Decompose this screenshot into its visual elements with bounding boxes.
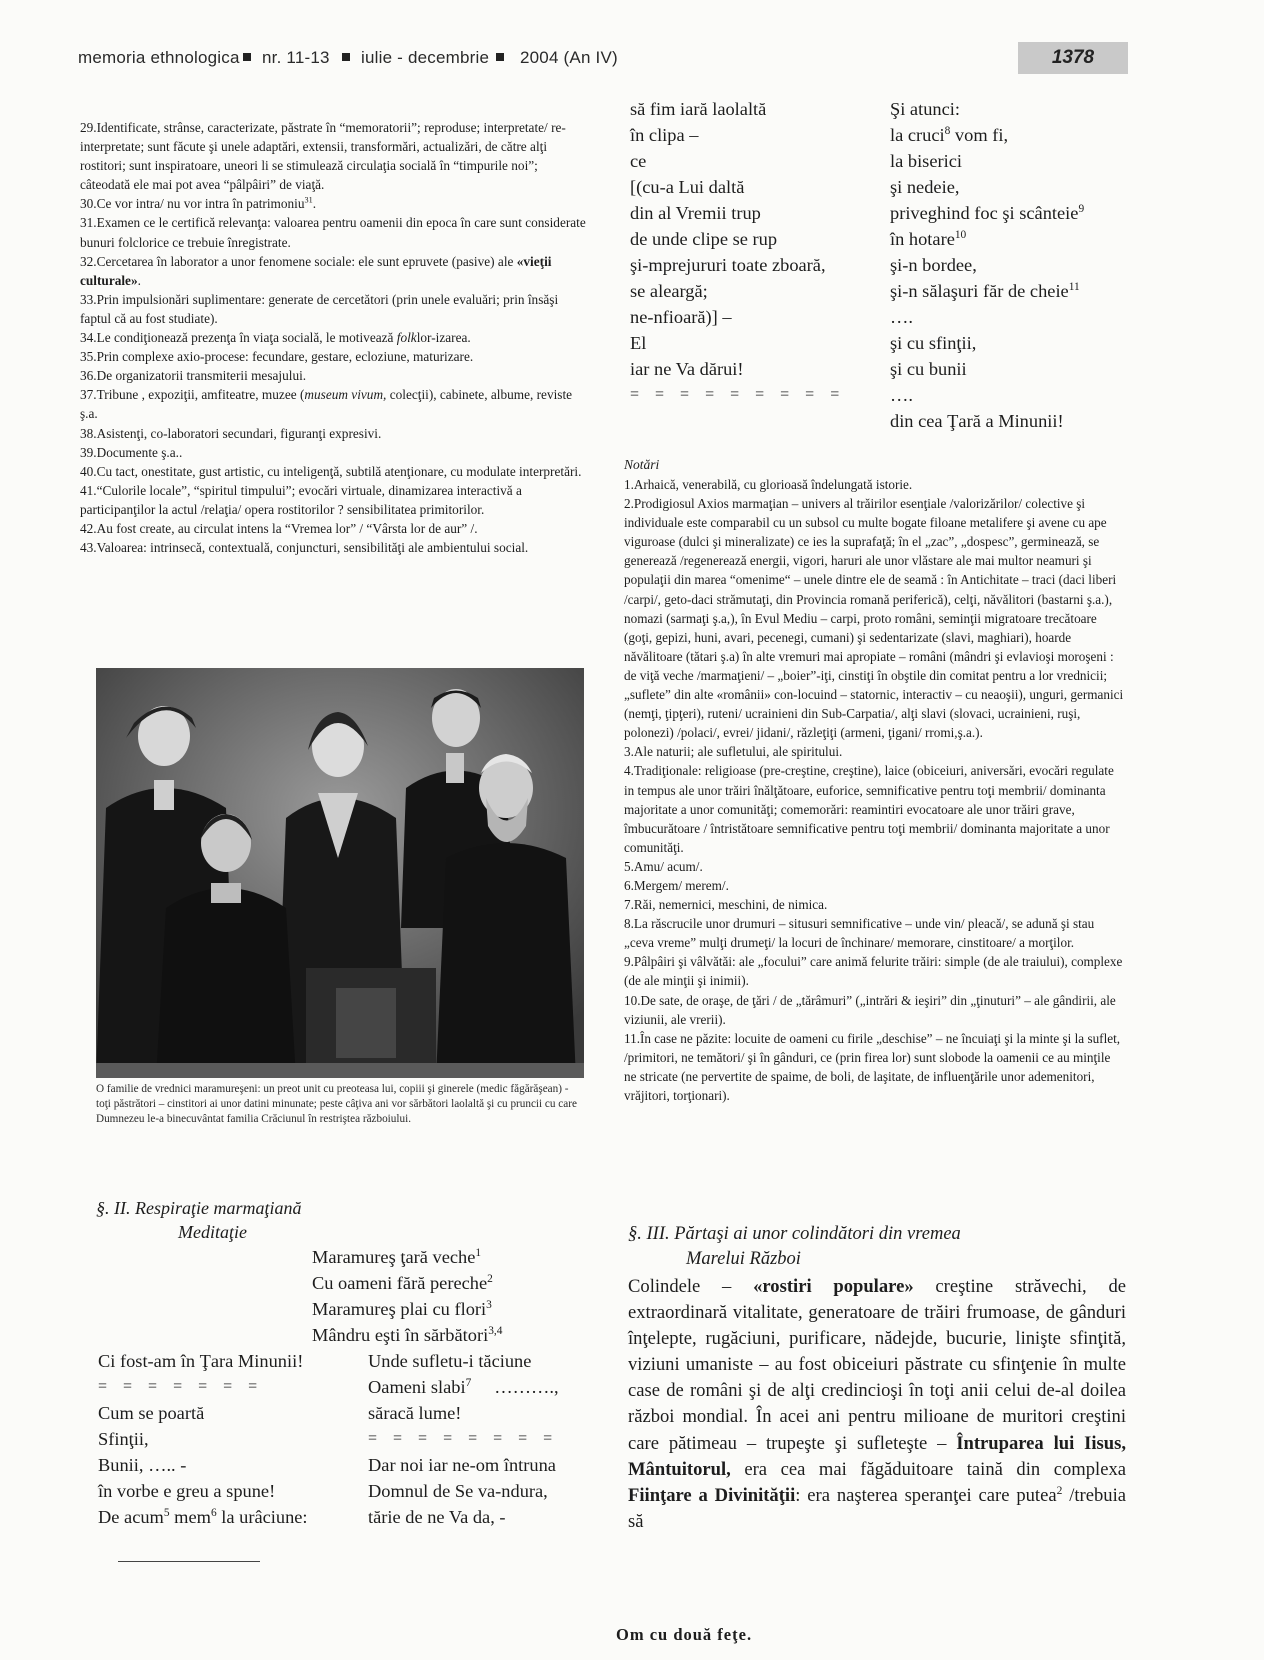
poem-line: tărie de ne Va da, - bbox=[368, 1507, 506, 1527]
poem-line: Mândru eşti în sărbători$^{3,4}$ bbox=[312, 1324, 503, 1345]
section-3-title: §. III. Părtaşi ai unor colindători din vremea bbox=[628, 1224, 961, 1244]
poem-line: în hotare$^{10}$ bbox=[890, 228, 967, 249]
note-40: 40.Cu tact, onestitate, gust artistic, cu inteligenţă, subtilă atenţionare, cu modulate interpretări. bbox=[80, 463, 582, 479]
poem-separator: = = = = = = = = bbox=[368, 1430, 559, 1447]
poem-line: Oameni slabi$^7$ ………., bbox=[368, 1376, 559, 1397]
poem-line: în clipa – bbox=[630, 125, 699, 145]
poem-line: să fim iară laolaltă bbox=[630, 99, 767, 119]
poem-line: la cruci$^8$ vom fi, bbox=[890, 124, 1009, 145]
note-37: 37.Tribune , expoziţii, amfiteatre, muzee (museum vivum, colecţii), cabinete, albume, reviste ş.a. bbox=[80, 387, 573, 422]
note-7: 7.Răi, nemernici, meschini, de nimica. bbox=[624, 897, 828, 913]
poem-line: şi-n bordee, bbox=[890, 255, 977, 275]
poem-line: la biserici bbox=[890, 151, 963, 171]
poem-column-1 bbox=[98, 1348, 308, 1530]
note-8: 8.La răscrucile unor drumuri – situsuri semnificative – unde vin/ pleacă/, se adună şi stau „ceva vreme” mulţi drumeţi/ la locuri de închinare/ memorare, cinstitoare/ a morţilor. bbox=[624, 916, 1095, 951]
issue-period: iulie - decembrie bbox=[361, 48, 490, 67]
poem-line: din cea Ţară a Minunii! bbox=[890, 411, 1064, 431]
poem-line: şi cu bunii bbox=[890, 359, 967, 379]
bullet-icon bbox=[488, 48, 512, 68]
poem-line: [(cu-a Lui daltă bbox=[630, 177, 745, 197]
poem-line: Ci fost-am în Ţara Minunii! bbox=[98, 1351, 304, 1371]
section-2-subtitle: Meditaţie bbox=[178, 1222, 247, 1242]
poem-line: Maramureş plai cu flori$^3$ bbox=[312, 1298, 492, 1319]
poem-line: se aleargă; bbox=[630, 281, 708, 301]
note-30: 30.Ce vor intra/ nu vor intra în patrimoniu$^{31}$. bbox=[80, 195, 317, 212]
family-photo-image bbox=[96, 668, 584, 1078]
poem-line: săracă lume! bbox=[368, 1403, 462, 1423]
poem-line: priveghind foc şi scânteie$^9$ bbox=[890, 202, 1085, 223]
note-1: 1.Arhaică, venerabilă, cu glorioasă îndelungată istorie. bbox=[624, 477, 913, 492]
note-9: 9.Pâlpâiri şi vâlvătăi: ale „focului” care animă felurite trăiri: simple (de ale traiului), complexe (de ale minţii şi inimii). bbox=[624, 954, 1123, 989]
poem-line: Unde sufletu-i tăciune bbox=[368, 1351, 532, 1371]
page-number: 1378 bbox=[1018, 42, 1128, 74]
poem-line: Cu oameni fără pereche$^2$ bbox=[312, 1272, 493, 1293]
poem-line: Domnul de Se va-ndura, bbox=[368, 1481, 548, 1501]
issue-year: 2004 (An IV) bbox=[520, 48, 618, 67]
poem-line: El bbox=[630, 333, 647, 353]
poem-line: ce bbox=[630, 151, 647, 171]
poem-line: Dar noi iar ne-om întruna bbox=[368, 1455, 556, 1475]
note-43: 43.Valoarea: intrinsecă, contextuală, conjuncturi, sensibilităţi ale ambientului social. bbox=[80, 540, 529, 556]
notes-left bbox=[80, 118, 590, 557]
poem-top-stanza bbox=[312, 1244, 502, 1348]
journal-title: memoria ethnologica bbox=[78, 48, 240, 67]
colinde-paragraph: Colindele – «rostiri populare» creştine străvechi, de extraordinară vitalitate, generatoare de trăiri frumoase, de gânduri înţelepte, rugăciuni, purificare, nădejde, bucurie, linişte sfinţită, viziuni umaniste – au fost obiceiuri păstrate cu sfinţenie în multe case de români şi de alţi credincioşi în toţi anii celui de-al doilea război mondial. În acei ani pentru milioane de muritori creştini care pătimeau – trupeşte şi sufleteşte – Întruparea lui Iisus, Mântuitorul, era cea mai făgăduitoare taină din complexa Fiinţare a Divinităţii: era naşterea speranţei care putea$^2$ /trebuia să bbox=[628, 1276, 1127, 1532]
poem-column-2 bbox=[368, 1348, 559, 1530]
bullet-icon bbox=[334, 48, 358, 68]
poem-line: Bunii, ….. - bbox=[98, 1455, 187, 1475]
note-10: 10.De sate, de oraşe, de ţări / de „tărâmuri” („intrări & ieşiri” din „ţinuturi” – ale gândirii, ale viziunii, ale vrerii). bbox=[624, 992, 1116, 1027]
poem-line: De acum$^5$ mem$^6$ la urâciune: bbox=[98, 1506, 308, 1527]
poem-line: de unde clipe se rup bbox=[630, 229, 778, 249]
note-34: 34.Le condiţionează prezenţa în viaţa socială, le motivează folklor-izarea. bbox=[80, 330, 471, 346]
note-38: 38.Asistenţi, co-laboratori secundari, figuranţi expresivi. bbox=[80, 425, 382, 441]
bottom-footnote: Om cu două feţe. bbox=[616, 1625, 753, 1644]
note-39: 39.Documente ş.a.. bbox=[80, 444, 183, 460]
note-32: 32.Cercetarea în laborator a unor fenomene sociale: ele sunt epruvete (pasive) ale «vieţii culturale». bbox=[80, 253, 552, 288]
note-11: 11.În case ne păzite: locuite de oameni cu firile „deschise” – ne încuiaţi şi la minte şi la suflet, /primitori, ne temători/ şi în gânduri, ce (prin firea lor) sunt slobode la oamenii ce au minţile ne stricate (ne pervertite de spaime, de boli, de laşitate, de influenţările unor ademenitori, vrăjitori, torţionari). bbox=[624, 1030, 1121, 1103]
note-31: 31.Examen ce le certifică relevanţa: valoarea pentru oamenii din epoca în care sunt considerate bunuri folclorice ce trebuie înregistrate. bbox=[80, 215, 586, 250]
poem-line: Cum se poartă bbox=[98, 1403, 205, 1423]
poem-line: Maramureş ţară veche$^1$ bbox=[312, 1246, 482, 1267]
poem-separator: = = = = = = = = = bbox=[630, 386, 846, 403]
poem-separator: = = = = = = = bbox=[98, 1378, 264, 1395]
notes-heading: Notări bbox=[624, 457, 660, 472]
note-3: 3.Ale naturii; ale sufletului, ale spiritului. bbox=[624, 744, 843, 760]
poem-column-4 bbox=[890, 96, 1084, 434]
poem-line: …. bbox=[890, 385, 913, 405]
poem-line: din al Vremii trup bbox=[630, 203, 761, 223]
poem-column-3 bbox=[630, 96, 845, 408]
poem-line: ne-nfioară)] – bbox=[630, 307, 732, 327]
note-42: 42.Au fost create, au circulat intens la “Vremea lor” / “Vârsta lor de aur” /. bbox=[80, 520, 478, 536]
note-41: 41.“Culorile locale”, “spiritul timpului”; evocări virtuale, dinamizarea interactivă a participanţilor la actul /relaţia/ opera rostitorilor ? sensibilitatea primitorilor. bbox=[80, 482, 522, 517]
poem-line: Sfinţii, bbox=[98, 1429, 149, 1449]
section-3-subtitle: Marelui Război bbox=[686, 1249, 801, 1269]
poem-line: …. bbox=[890, 307, 913, 327]
poem-line: Şi atunci: bbox=[890, 99, 960, 119]
poem-line: şi-n sălaşuri făr de cheie$^{11}$ bbox=[890, 280, 1080, 301]
notes-right bbox=[624, 475, 1124, 1105]
poem-line: şi cu sfinţii, bbox=[890, 333, 977, 353]
note-2: 2.Prodigiosul Axios marmaţian – univers al trăirilor esenţiale /valorizărilor/ colective şi individuale este comparabil cu un subsol cu multe bogate filoane metalifere şi avene cu ape viguroase (dulci şi mineralizate) ce ies la suprafaţă; în el „zac”, „dospesc”, germinează, se generează /regenerează energii, vigori, haruri ale unor vlăstare ale mai multor neamuri şi populaţii din marea “omenime“ – unele dintre ele de seamă : în Antichitate – traci (daci liberi /carpi/, geto-daci strămutaţi, din Provincia romană periferică), celţi, năvălitori (bastarni ş.a.), nomazi (sarmaţi ş.a,), în Evul Mediu – carpi, proto români, seminţii migratoare trecătoare (goţi, gepizi, huni, avari, pecenegi, cumani) şi sedentarizate (slavi, maghiari), hoarde năvălitoare (tătari ş.a) în alte vremuri mai apropiate – români (mândri şi evlavioşi moroşeni : de viţă veche /marmaţieni/ – „boier”-iţi, cinstiţi în obştile din comitat pentru a lor vrednicii; „suflete” din alte «românii» con-locuind – statornic, interactiv – cu neaoşii), unguri, germanici (nemţi, ţipţeri), ruteni/ ucrainieni din Sub-Carpatia/, alţi slavi (slovaci, ucrainieni, ruşi, polonezi) /polaci/, evrei/ jidani/, răzleţiţi (armeni, ţigani/ rromi,ş.a.). bbox=[624, 496, 1124, 741]
journal-header bbox=[78, 44, 1128, 76]
footnote-divider bbox=[118, 1561, 260, 1562]
photo-caption: O familie de vrednici maramureşeni: un preot unit cu preoteasa lui, copiii şi ginerele (medic făgărăşean) - toţi păstrători – cinstitori ai unor datini minunate; peste câţiva ani vor sărbători laolaltă şi cu pruncii cu care Dumnezeu le-a binecuvântat familia Crăciunul în restriştea războiului. bbox=[96, 1083, 577, 1125]
note-35: 35.Prin complexe axio-procese: fecundare, gestare, ecloziune, maturizare. bbox=[80, 349, 474, 365]
poem-line: şi-mprejururi toate zboară, bbox=[630, 255, 826, 275]
note-36: 36.De organizatorii transmiterii mesajului. bbox=[80, 368, 307, 384]
bullet-icon bbox=[235, 48, 259, 68]
issue-number: nr. 11-13 bbox=[262, 48, 330, 67]
poem-line: şi nedeie, bbox=[890, 177, 960, 197]
note-4: 4.Tradiţionale: religioase (pre-creştine, creştine), laice (obiceiuri, aniversări, evocări regulate in tempus ale unor trăiri înălţătoare, euforice, semnificative pentru toţi membrii/ dominanta majoritate a unor comunităţi; comemorări: reamintiri evocatoare ale unor trăiri grave, îmbucurătoare / întristătoare semnificative pentru toţi membrii/ dominanta majoritate a unor comunităţi. bbox=[624, 763, 1114, 855]
note-33: 33.Prin impulsionări suplimentare: generate de cercetători (prin unele evaluări; prin însăşi faptul că au fost studiate). bbox=[80, 291, 559, 326]
note-5: 5.Amu/ acum/. bbox=[624, 858, 703, 874]
poem-line: în vorbe e greu a spune! bbox=[98, 1481, 276, 1501]
note-6: 6.Mergem/ merem/. bbox=[624, 877, 729, 893]
poem-line: iar ne Va dărui! bbox=[630, 359, 744, 379]
section-2-title: §. II. Respiraţie marmaţiană bbox=[96, 1198, 302, 1218]
family-photo bbox=[96, 668, 584, 1078]
note-29: 29.Identificate, strânse, caracterizate, păstrate în “memoratorii”; reproduse; interpretate/ re-interpretate; sunt făcute şi unele adaptări, extensii, transformări, actualizări, de către alţi rostitori; sunt inspiratoare, uneori li se stimulează circulaţia socială în “timpurile noi”; câteodată ele mai pot avea “pâlpâiri” de viaţă. bbox=[80, 120, 566, 193]
